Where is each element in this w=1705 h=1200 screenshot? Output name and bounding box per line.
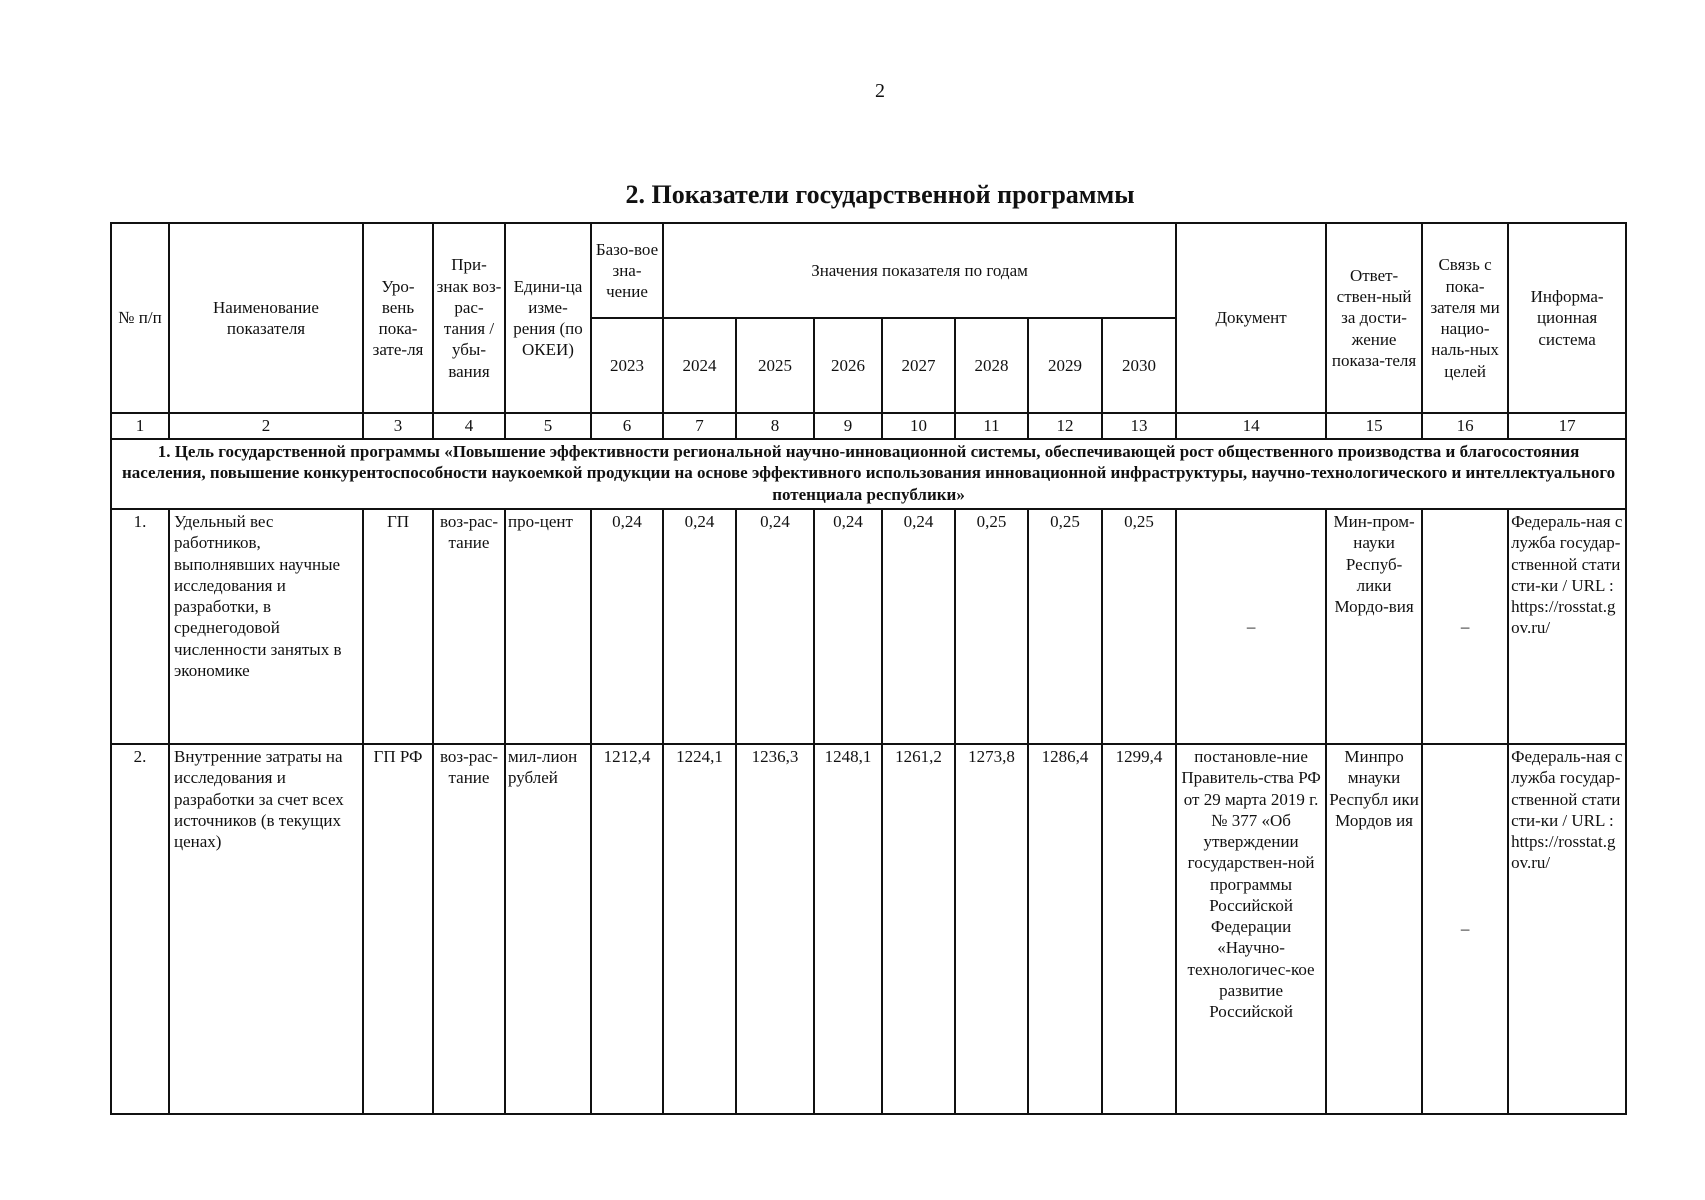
header-year: 2028	[955, 318, 1028, 413]
responsible-cell: Мин-пром-науки Респуб-лики Мордо-вия	[1326, 509, 1422, 744]
column-number: 12	[1028, 413, 1102, 439]
header-year: 2025	[736, 318, 814, 413]
indicator-level: ГП	[363, 509, 433, 744]
goal-row	[111, 439, 1626, 509]
year-value: 1286,4	[1028, 744, 1102, 1114]
table-row	[111, 744, 1626, 1114]
table-row	[111, 509, 1626, 744]
program-goal: 1. Цель государственной программы «Повышение эффективности региональной научно-инновационной системы, обеспечивающей рост общественного производства и благосостояния населения, повышение конкурентоспособности наукоемкой продукции на основе эффективного использования инновационной инфраструктуры, научно-технологического и интеллектуального потенциала республики»	[111, 439, 1626, 509]
base-value: 0,24	[591, 509, 663, 744]
national-goals-link-cell: –	[1422, 744, 1508, 1114]
column-number: 3	[363, 413, 433, 439]
page-number: 2	[875, 80, 885, 102]
info-system-cell: Федераль-ная служба государ-ственной статисти-ки / URL : https://rosstat.gov.ru/	[1508, 509, 1626, 744]
column-number: 5	[505, 413, 591, 439]
column-number-row	[111, 413, 1626, 439]
responsible-cell: Минпро мнауки Республ ики Мордов ия	[1326, 744, 1422, 1114]
header-responsible: Ответ-ствен-ный за дости-жение показа-теля	[1326, 223, 1422, 413]
base-value: 1212,4	[591, 744, 663, 1114]
header-info-system: Информа-ционная система	[1508, 223, 1626, 413]
row-number: 1.	[111, 509, 169, 744]
column-number: 14	[1176, 413, 1326, 439]
year-value: 0,24	[663, 509, 736, 744]
year-value: 0,25	[955, 509, 1028, 744]
header-row-1	[111, 223, 1626, 318]
column-number: 17	[1508, 413, 1626, 439]
indicator-sign: воз-рас-тание	[433, 509, 505, 744]
info-system-cell: Федераль-ная служба государ-ственной статисти-ки / URL : https://rosstat.gov.ru/	[1508, 744, 1626, 1114]
national-goals-link-cell: –	[1422, 509, 1508, 744]
header-name: Наименование показателя	[169, 223, 363, 413]
column-number: 4	[433, 413, 505, 439]
header-base-year: 2023	[591, 318, 663, 413]
document-title: 2. Показатели государственной программы	[625, 180, 1135, 209]
year-value: 0,25	[1102, 509, 1176, 744]
header-sign: При-знак воз-рас-тания / убы-вания	[433, 223, 505, 413]
column-number: 10	[882, 413, 955, 439]
year-value: 0,24	[882, 509, 955, 744]
indicator-level: ГП РФ	[363, 744, 433, 1114]
document-cell: –	[1176, 509, 1326, 744]
year-value: 1299,4	[1102, 744, 1176, 1114]
header-no: № п/п	[111, 223, 169, 413]
document-cell: постановле-ние Правитель-ства РФ от 29 марта 2019 г. № 377 «Об утверждении государствен-ной программы Российской Федерации «Научно-технологичес-кое развитие Российской	[1176, 744, 1326, 1114]
column-number: 16	[1422, 413, 1508, 439]
indicator-unit: про-цент	[505, 509, 591, 744]
year-value: 0,24	[736, 509, 814, 744]
column-number: 8	[736, 413, 814, 439]
column-number: 7	[663, 413, 736, 439]
indicator-sign: воз-рас-тание	[433, 744, 505, 1114]
header-year: 2030	[1102, 318, 1176, 413]
column-number: 13	[1102, 413, 1176, 439]
header-values-by-year: Значения показателя по годам	[663, 223, 1176, 318]
year-value: 1248,1	[814, 744, 882, 1114]
header-year: 2026	[814, 318, 882, 413]
header-year: 2029	[1028, 318, 1102, 413]
year-value: 1236,3	[736, 744, 814, 1114]
header-unit: Едини-ца изме-рения (по ОКЕИ)	[505, 223, 591, 413]
year-value: 1261,2	[882, 744, 955, 1114]
year-value: 0,24	[814, 509, 882, 744]
header-level: Уро-вень пока-зате-ля	[363, 223, 433, 413]
header-document: Документ	[1176, 223, 1326, 413]
column-number: 9	[814, 413, 882, 439]
header-year: 2027	[882, 318, 955, 413]
column-number: 2	[169, 413, 363, 439]
indicator-unit: мил-лион рублей	[505, 744, 591, 1114]
indicator-name: Удельный вес работников, выполнявших научные исследования и разработки, в среднегодовой численности занятых в экономике	[169, 509, 363, 744]
header-national-goals-link: Связь с пока-зателя ми нацио-наль-ных целей	[1422, 223, 1508, 413]
indicators-table	[110, 222, 1627, 1115]
year-value: 1273,8	[955, 744, 1028, 1114]
column-number: 15	[1326, 413, 1422, 439]
header-year: 2024	[663, 318, 736, 413]
column-number: 11	[955, 413, 1028, 439]
row-number: 2.	[111, 744, 169, 1114]
header-base: Базо-вое зна-чение	[591, 223, 663, 318]
column-number: 6	[591, 413, 663, 439]
column-number: 1	[111, 413, 169, 439]
year-value: 1224,1	[663, 744, 736, 1114]
indicator-name: Внутренние затраты на исследования и разработки за счет всех источников (в текущих ценах)	[169, 744, 363, 1114]
year-value: 0,25	[1028, 509, 1102, 744]
